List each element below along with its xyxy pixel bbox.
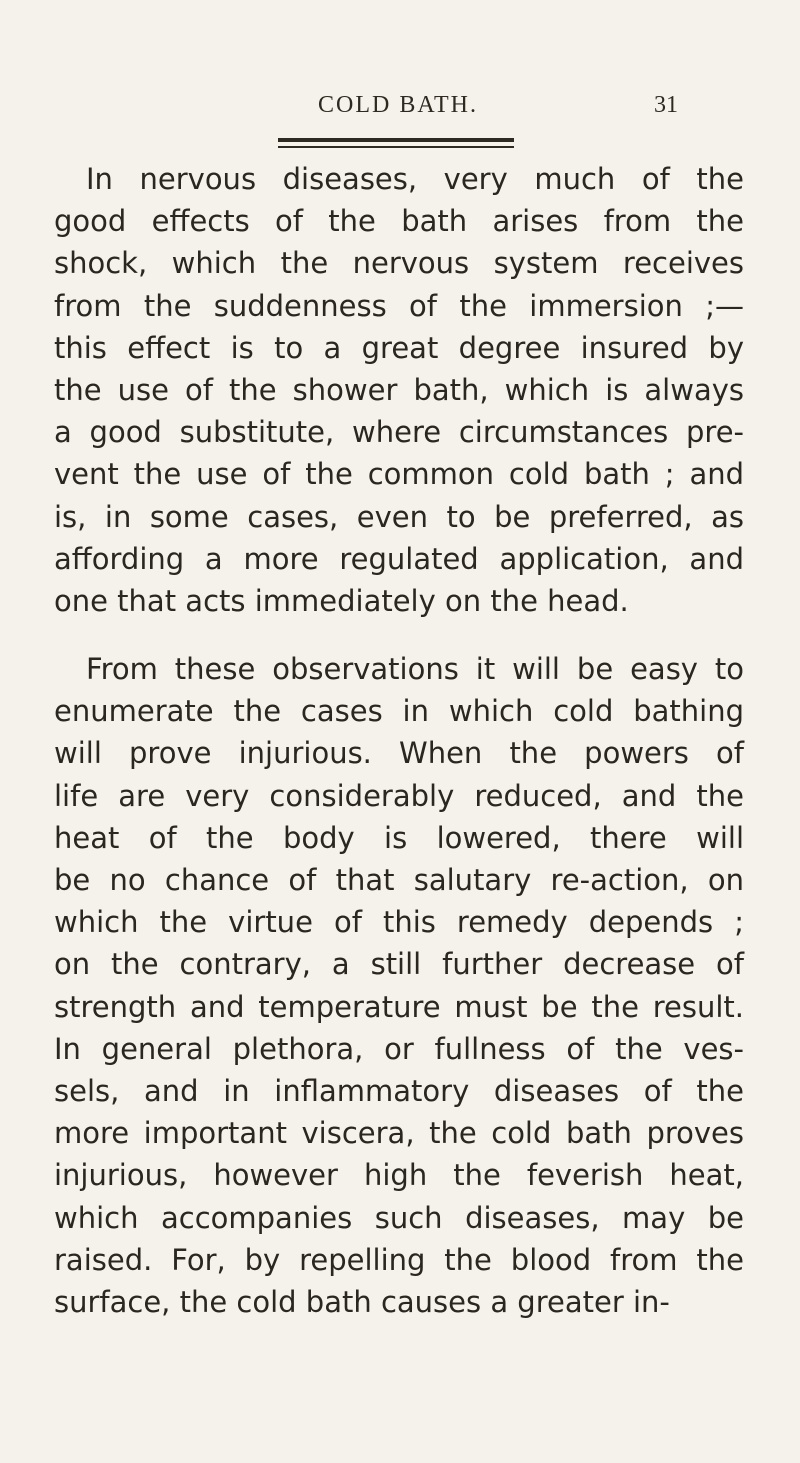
running-head — [0, 92, 800, 132]
header-rule-thin — [278, 146, 514, 148]
text-line: the use of the shower bath, which is always — [54, 372, 744, 407]
text-line: heat of the body is lowered, there will — [54, 820, 744, 855]
text-line: sels, and in inflammatory diseases of the — [54, 1073, 744, 1108]
text-line: which the virtue of this remedy depends ; — [54, 905, 744, 940]
text-line: which accompanies such diseases, may be — [54, 1200, 744, 1235]
header-rule-thick — [278, 138, 514, 142]
text-line: surface, the cold bath causes a greater in- — [54, 1284, 670, 1319]
text-line: from the suddenness of the immersion ;— — [54, 288, 744, 323]
text-line: injurious, however high the feverish heat, — [54, 1158, 744, 1193]
text-line: strength and temperature must be the result. — [54, 989, 744, 1024]
text-line: a good substitute, where circumstances pre- — [54, 415, 744, 450]
text-line: life are very considerably reduced, and the — [54, 778, 744, 813]
text-line: From these observations it will be easy to — [86, 652, 744, 687]
page-number: 31 — [654, 92, 678, 118]
text-line: is, in some cases, even to be preferred, as — [54, 499, 744, 534]
running-title: COLD BATH. — [318, 92, 479, 118]
text-line: In nervous diseases, very much of the — [86, 162, 744, 196]
text-line: vent the use of the common cold bath ; and — [54, 457, 744, 492]
body-text — [54, 158, 744, 1323]
text-line: more important viscera, the cold bath proves — [54, 1116, 744, 1151]
paragraph-gap — [54, 622, 744, 648]
text-line: this effect is to a great degree insured by — [54, 330, 744, 365]
text-line: one that acts immediately on the head. — [54, 583, 629, 618]
text-line: In general plethora, or fullness of the ves- — [54, 1031, 744, 1066]
text-line: affording a more regulated application, and — [54, 541, 744, 576]
text-line: be no chance of that salutary re-action, on — [54, 863, 744, 897]
paragraph-2 — [54, 648, 744, 1323]
text-line: will prove injurious. When the powers of — [54, 736, 744, 771]
text-line: shock, which the nervous system receives — [54, 246, 744, 281]
paragraph-1 — [54, 158, 744, 622]
text-line: enumerate the cases in which cold bathing — [54, 694, 744, 729]
text-line: good effects of the bath arises from the — [54, 204, 744, 239]
text-line: raised. For, by repelling the blood from the — [54, 1242, 744, 1277]
text-line: on the contrary, a still further decrease of — [54, 947, 744, 982]
